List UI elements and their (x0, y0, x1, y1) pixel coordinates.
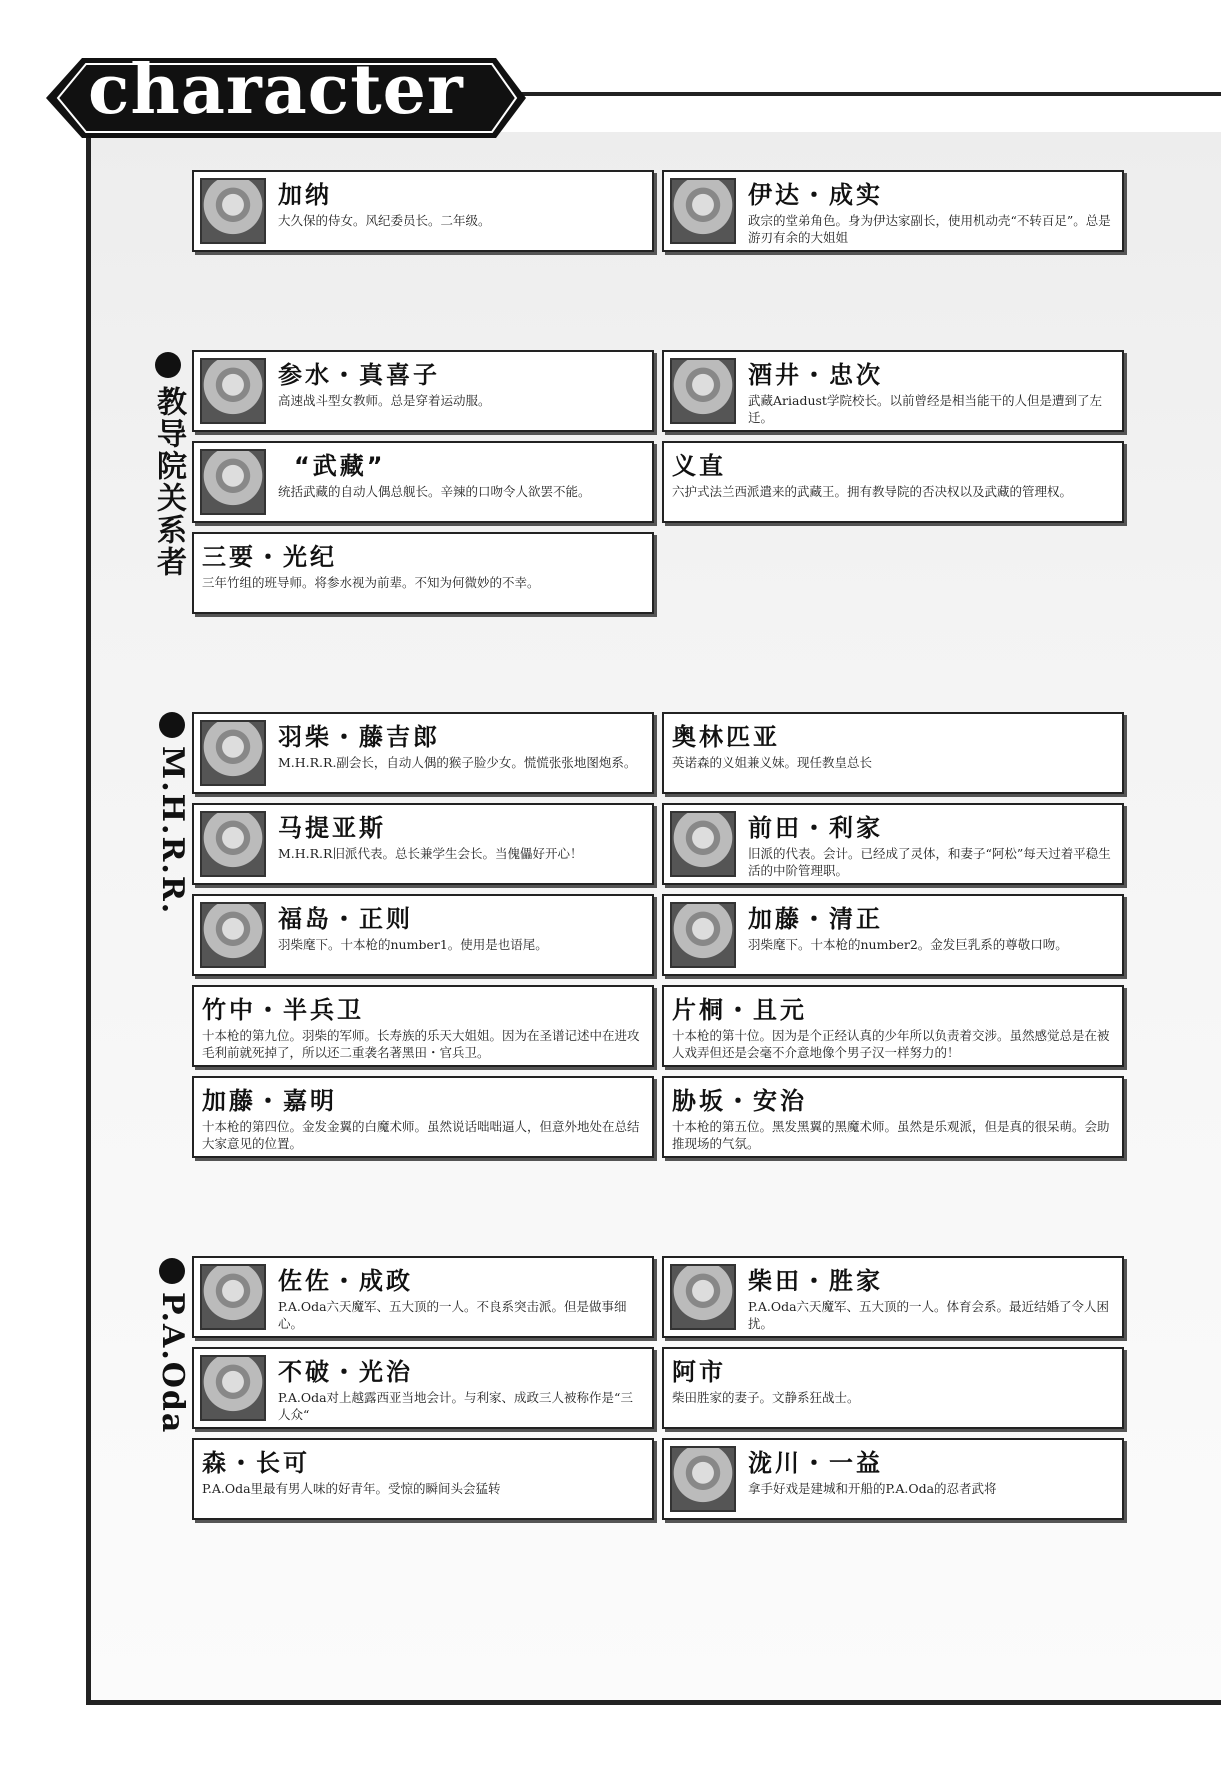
section-paoda: P.A.Oda (146, 1258, 190, 1434)
character-portrait (200, 811, 266, 877)
character-name: 片桐・且元 (672, 996, 807, 1024)
character-card-kana (192, 170, 654, 252)
section-bullet-icon (155, 352, 181, 378)
character-description: 六护式法兰西派遣来的武藏王。拥有教导院的否决权以及武藏的管理权。 (672, 484, 1073, 499)
character-description: M.H.R.R.副会长，自动人偶的猴子脸少女。慌慌张张地图炮系。 (278, 755, 637, 770)
character-name: 参水・真喜子 (278, 361, 440, 389)
page-title: character (88, 50, 464, 130)
character-card-mitsuyo (192, 532, 654, 614)
frame-top-rule (520, 92, 1221, 96)
character-portrait (670, 358, 736, 424)
character-name: 泷川・一益 (748, 1449, 883, 1477)
character-portrait (200, 720, 266, 786)
character-name: 马提亚斯 (278, 814, 386, 842)
character-description: 大久保的侍女。风纪委员长。二年级。 (278, 213, 491, 228)
character-portrait (200, 902, 266, 968)
character-name: 不破・光治 (278, 1358, 413, 1386)
character-name: 奥林匹亚 (672, 723, 780, 751)
character-card-wakisaka (662, 1076, 1124, 1158)
character-portrait (670, 1446, 736, 1512)
character-name: 竹中・半兵卫 (202, 996, 364, 1024)
character-card-musashi (192, 441, 654, 523)
character-portrait (200, 358, 266, 424)
character-description: 旧派的代表。会计。已经成了灵体，和妻子“阿松”每天过着平稳生活的中阶管理职。 (748, 846, 1111, 878)
character-card-sakai (662, 350, 1124, 432)
character-card-katagiri (662, 985, 1124, 1067)
character-portrait (200, 449, 266, 515)
character-name: 羽柴・藤吉郎 (278, 723, 440, 751)
character-name: 加藤・嘉明 (202, 1087, 337, 1115)
character-card-matthias (192, 803, 654, 885)
character-description: 十本枪的第五位。黑发黑翼的黑魔术师。虽然是乐观派，但是真的很呆萌。会助推现场的气氛。 (672, 1119, 1110, 1151)
character-description: 柴田胜家的妻子。文静系狂战士。 (672, 1390, 860, 1405)
character-card-fuwa (192, 1347, 654, 1429)
character-name: 伊达・成实 (748, 181, 883, 209)
character-description: 十本枪的第四位。金发金翼的白魔术师。虽然说话咄咄逼人，但意外地处在总结大家意见的位置。 (202, 1119, 640, 1151)
character-card-hashiba (192, 712, 654, 794)
character-name: 柴田・胜家 (748, 1267, 883, 1295)
character-description: 拿手好戏是建城和开船的P.A.Oda的忍者武将 (748, 1481, 997, 1496)
character-card-takenaka (192, 985, 654, 1067)
character-description: 十本枪的第九位。羽柴的军师。长寿族的乐天大姐姐。因为在圣谱记述中在进攻毛利前就死掉了，所以还二重袭名著黑田・官兵卫。 (202, 1028, 640, 1060)
character-portrait (200, 178, 266, 244)
character-description: P.A.Oda对上越露西亚当地会计。与利家、成政三人被称作是“三人众“ (278, 1390, 633, 1422)
section-mhrr: M.H.R.R. (146, 712, 190, 915)
character-name: “武藏” (294, 452, 386, 480)
character-description: 英诺森的义姐兼义妹。现任教皇总长 (672, 755, 873, 770)
section-bullet-icon (159, 1258, 185, 1284)
section-kyodoin: 教导院关系者 (146, 352, 190, 578)
character-card-shibata (662, 1256, 1124, 1338)
character-description: 十本枪的第十位。因为是个正经认真的少年所以负责着交涉。虽然感觉总是在被人戏弄但还是会毫不介意地像个男子汉一样努力的！ (672, 1028, 1110, 1060)
character-card-fukushima (192, 894, 654, 976)
character-card-mori (192, 1438, 654, 1520)
section-bullet-icon (159, 712, 185, 738)
character-portrait (670, 1264, 736, 1330)
character-description: 政宗的堂弟角色。身为伊达家副长，使用机动壳“不转百足”。总是游刃有余的大姐姐 (748, 213, 1111, 245)
character-description: 羽柴麾下。十本枪的number2。金发巨乳系的尊敬口吻。 (748, 937, 1068, 952)
character-name: 福岛・正则 (278, 905, 413, 933)
character-card-sasa (192, 1256, 654, 1338)
character-name: 加纳 (278, 181, 332, 209)
character-card-oichi (662, 1347, 1124, 1429)
character-name: 加藤・清正 (748, 905, 883, 933)
character-description: 羽柴麾下。十本枪的number1。使用是也语尾。 (278, 937, 548, 952)
character-portrait (670, 178, 736, 244)
character-description: 统括武藏的自动人偶总舰长。辛辣的口吻令人欲罢不能。 (278, 484, 591, 499)
character-description: 武藏Ariadust学院校长。以前曾经是相当能干的人但是遭到了左迁。 (748, 393, 1102, 425)
character-description: M.H.R.R旧派代表。总长兼学生会长。当傀儡好开心！ (278, 846, 583, 861)
character-portrait (670, 811, 736, 877)
character-name: 酒井・忠次 (748, 361, 883, 389)
character-name: 森・长可 (202, 1449, 310, 1477)
character-description: P.A.Oda六天魔军、五大顶的一人。体育会系。最近结婚了令人困扰。 (748, 1299, 1110, 1331)
character-description: 高速战斗型女教师。总是穿着运动服。 (278, 393, 491, 408)
character-portrait (200, 1264, 266, 1330)
character-card-maeda (662, 803, 1124, 885)
character-portrait (200, 1355, 266, 1421)
character-name: 佐佐・成政 (278, 1267, 413, 1295)
character-description: P.A.Oda六天魔军、五大顶的一人。不良系突击派。但是做事细心。 (278, 1299, 627, 1331)
character-name: 三要・光纪 (202, 543, 337, 571)
character-card-date (662, 170, 1124, 252)
character-name: 前田・利家 (748, 814, 883, 842)
character-card-olympia (662, 712, 1124, 794)
character-card-kato-yoshiaki (192, 1076, 654, 1158)
character-name: 阿市 (672, 1358, 726, 1386)
character-name: 义直 (672, 452, 726, 480)
character-card-kato-kiyomasa (662, 894, 1124, 976)
character-description: 三年竹组的班导师。将参水视为前辈。不知为何微妙的不幸。 (202, 575, 540, 590)
character-name: 胁坂・安治 (672, 1087, 807, 1115)
character-portrait (670, 902, 736, 968)
character-card-mikuzumi (192, 350, 654, 432)
character-card-yoshinao (662, 441, 1124, 523)
character-card-takigawa (662, 1438, 1124, 1520)
character-description: P.A.Oda里最有男人味的好青年。受惊的瞬间头会猛转 (202, 1481, 501, 1496)
